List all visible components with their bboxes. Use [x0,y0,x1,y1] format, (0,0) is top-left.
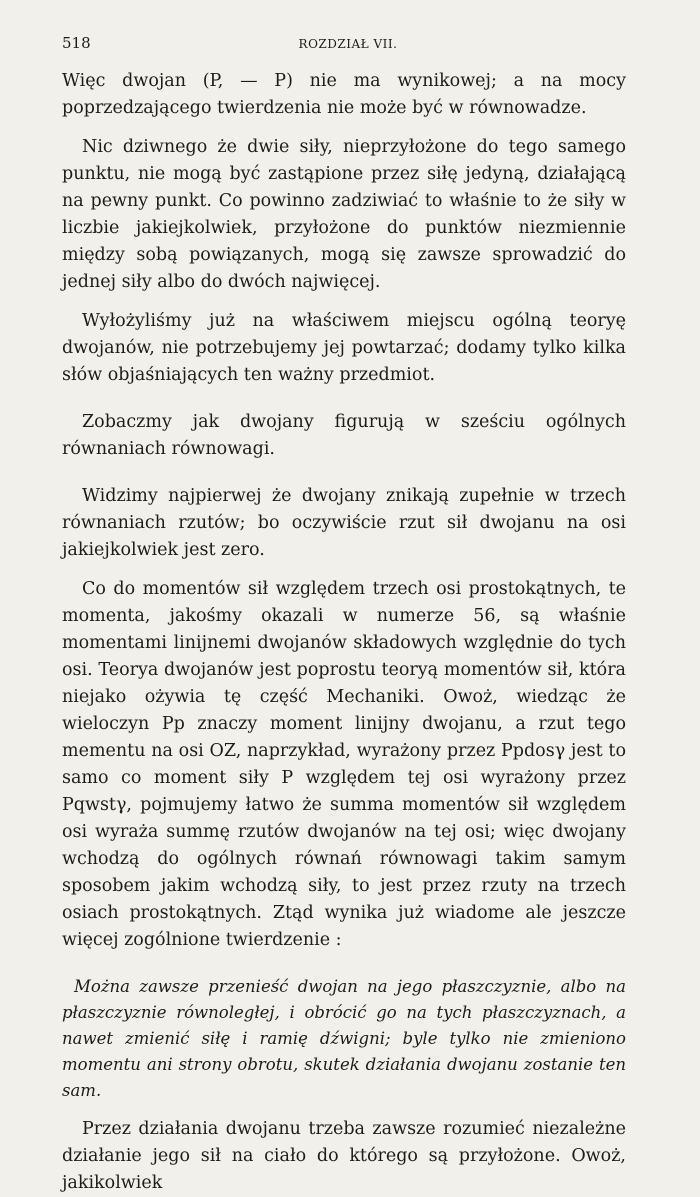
page-header [62,34,626,62]
paragraph-5: Widzimy najpierwej że dwojany znikają zupełnie w trzech równaniach rzutów; bo oczywiście rzut sił dwojanu na osi jakiejkolwiek jest zero. [62,486,626,560]
paragraph-2: Nic dziwnego że dwie siły, nieprzyłożone do tego samego punktu, nie mogą być zastąpione przez siłę jedyną, działającą na pewny punkt. Co powinno zadziwiać to właśnie to że siły w liczbie jakiejkolwiek, przyłożone do punktów niezmiennie między sobą powiązanych, mogą się zawsze sprowadzić do jednej siły albo do dwóch najwięcej. [62,137,626,292]
paragraph-3: Wyłożyliśmy już na właściwem miejscu ogólną teoryę dwojanów, nie potrzebujemy jej powtarzać; dodamy tylko kilka słów objaśniających ten ważny przedmiot. [62,311,626,385]
paragraph-final: Przez działania dwojanu trzeba zawsze rozumieć niezależne działanie jego sił na ciało do którego są przyłożone. Owoż, jakikolwiek [62,1119,626,1193]
page-number: 518 [62,34,91,52]
theorem-statement: Można zawsze przenieść dwojan na jego płaszczyznie, albo na płaszczyznie równoległej, i obrócić go na tych płaszczyznach, a nawet zmienić siłę i ramię dźwigni; byle tylko nie zmieniono momentu ani strony obrotu, skutek działania dwojanu zostanie ten sam. [62,977,626,1100]
running-head: ROZDZIAŁ VII. [298,37,398,51]
paragraph-1: Więc dwojan (P, — P) nie ma wynikowej; a na mocy poprzedzającego twierdzenia nie może być w równowadze. [62,71,626,118]
paragraph-4: Zobaczmy jak dwojany figurują w sześciu ogólnych równaniach równowagi. [62,412,626,459]
paragraph-6: Co do momentów sił względem trzech osi prostokątnych, te momenta, jakośmy okazali w numerze 56, są właśnie momentami linijnemi dwojanów składowych względnie do tych osi. Teorya dwojanów jest poprostu teoryą momentów sił, która niejako ożywia tę część Mechaniki. Owoż, wiedząc że wieloczyn Pp znaczy moment linijny dwojanu, a rzut tego mementu na osi OZ, naprzykład, wyrażony przez Ppdosγ jest to samo co moment siły P względem tej osi wyrażony przez Pqwstγ, pojmujemy łatwo że summa momentów sił względem osi wyraża summę rzutów dwojanów na tej osi; więc dwojany wchodzą do ogólnych równań równowagi takim samym sposobem jakim wchodzą siły, to jest przez rzuty na trzech osiach prostokątnych. Ztąd wynika już wiadome ale jeszcze więcej zogólnione twierdzenie : [62,579,626,950]
